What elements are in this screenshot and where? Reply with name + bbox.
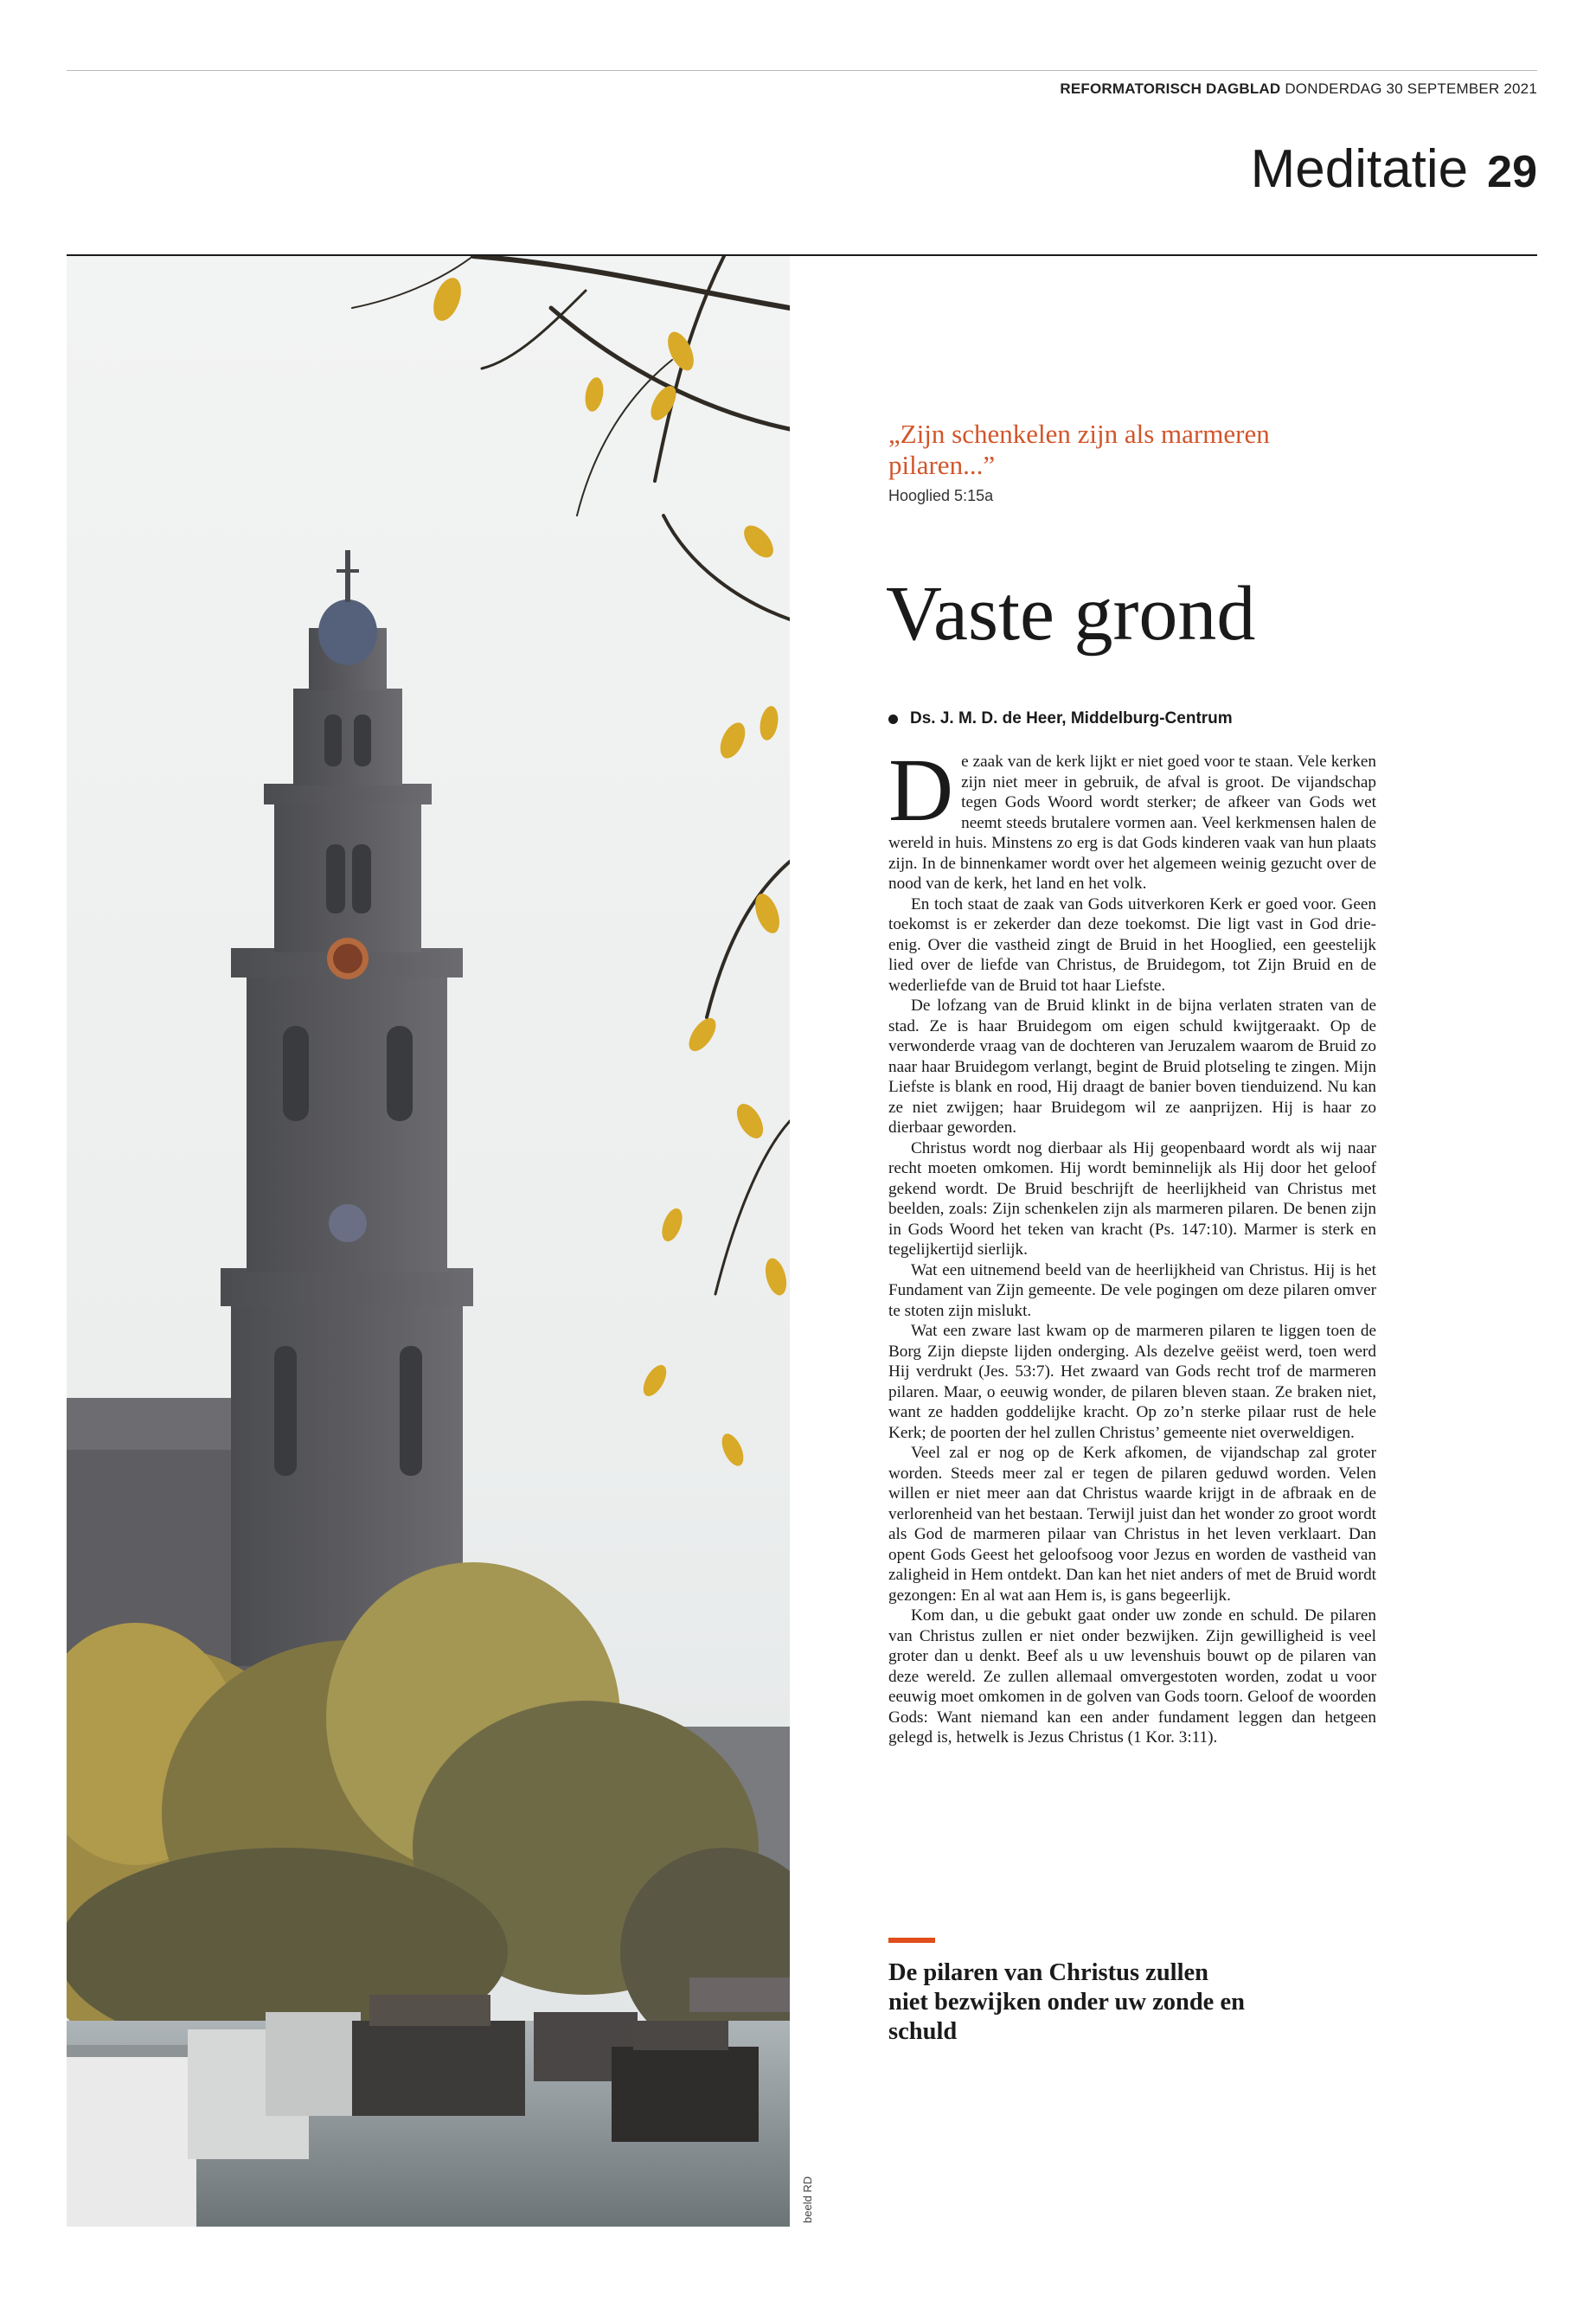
article-paragraph: Christus wordt nog dierbaar als Hij geopenbaard wordt als wij naar recht moeten omkomen. Hij wordt beminnelijk als Hij door het geloof gekend wordt. De Bruid beschrijft de heerlijkheid van Christus met beelden, zoals: Zijn schenkelen zijn als marmeren pilaren. De benen zijn in Gods Woord het teken van kracht (Ps. 147:10). Marmer is sterk en tegelijkertijd sierlijk. [888,1138,1376,1259]
scripture-quote: „Zijn schenkelen zijn als marmeren pilaren...” [888,419,1270,480]
pullquote-accent-bar [888,1938,935,1943]
masthead-paper: REFORMATORISCH DAGBLAD [1060,80,1281,97]
article-paragraph: Veel zal er nog op de Kerk afkomen, de vijandschap zal groter worden. Steeds meer zal er tegen de pilaren geduwd worden. Velen willen er niet meer aan dat Christus waarde krijgt in de afbraak en de verlorenheid van het bestaan. Terwijl juist dan het wonder zo groot wordt als God de marmeren pilaar van Christus in het leven verklaart. Dan opent Gods Geest het geloofsoog voor Jezus en worden de vastheid van zaligheid in Hem ontdekt. Dan kan het niet anders of met de Bruid wordt gezongen: En al wat aan Hem is, is gans begeerlijk. [888,1444,1376,1605]
photo-credit-text: beeld RD [801,2176,814,2223]
byline-bullet-icon [888,715,898,724]
masthead [1060,80,1537,98]
article-paragraph: Kom dan, u die gebukt gaat onder uw zonde en schuld. De pilaren van Christus zullen er niet onder bezwijken. Zijn gewilligheid is veel groter dan u denkt. Beef als u uw levenshuis bouwt op de pilaren van deze wereld. Ze zullen allemaal omvergestoten worden, zodat u voor eeuwig moet omkomen in de golven van Gods toorn. Geloof de woorden Gods: Want niemand kan een ander fundament leggen dan hetgeen gelegd is, hetwelk is Jezus Christus (1 Kor. 3:11). [888,1606,1376,1747]
page-number: 29 [1487,147,1537,197]
article-paragraph-1-text: e zaak van de kerk lijkt er niet goed voor te staan. Vele kerken zijn niet meer in gebruik, de afval is groot. De vijandschap tegen Gods Woord wordt sterker; de afkeer van Gods wet neemt steeds brutalere vormen aan. Veel kerkmensen halen de wereld in huis. Minstens zo erg is dat Gods kinderen vaak van hun plaats zijn. In de binnenkamer wordt over het algemeen weinig gezucht over de nood van de kerk, het land en het volk. [888,753,1376,893]
pullquote: De pilaren van Christus zullen niet bezwijken onder uw zonde en schuld [888,1959,1245,2045]
church-tower-photo [67,256,790,2227]
article-headline: Vaste grond [886,571,1256,657]
photo-illustration [67,256,790,2227]
drop-cap: D [888,740,954,840]
masthead-date: DONDERDAG 30 SEPTEMBER 2021 [1285,80,1537,97]
article-paragraph-1 [888,740,1376,894]
section-header [1251,138,1537,208]
article-paragraph: Wat een uitnemend beeld van de heerlijkheid van Christus. Hij is het Fundament van Zijn gemeente. De vele pogingen om deze pilaren omver te stoten zijn mislukt. [888,1260,1376,1320]
article-paragraph: De lofzang van de Bruid klinkt in de bijna verlaten straten van de stad. Ze is haar Bruidegom om eigen schuld kwijtgeraakt. Op de verwonderde vraag van de dochteren van Jeruzalem waarom de Bruid zo naar haar Bruidegom verlangt, begint de Bruid plotseling te zingen. Mijn Liefste is blank en rood, Hij draagt de banier boven tienduizend. Nu kan ze niet zwijgen; haar Bruidegom wil ze aanprijzen. Hij is haar zo dierbaar geworden. [888,997,1376,1137]
byline-author: Ds. J. M. D. de Heer, Middelburg-Centrum [910,709,1233,727]
byline [888,709,1233,728]
photo-credit [798,2163,815,2223]
article-paragraph: Wat een zware last kwam op de marmeren pilaren te liggen toen de Borg Zijn diepste lijden onderging. Als dezelve geëist werd, toen werd Hij verdrukt (Jes. 53:7). Het zwaard van Gods recht trof de marmeren pilaren. Maar, o eeuwig wonder, de pilaren bleven staan. Ze braken niet, want ze hadden goddelijke kracht. Op zo’n sterke pilaar rust de hele Kerk; de poorten der hel zullen Christus’ gemeente niet overweldigen. [888,1322,1376,1442]
article-body [888,740,1376,1748]
top-rule [67,70,1537,71]
scripture-reference: Hooglied 5:15a [888,487,994,504]
section-title: Meditatie [1250,139,1469,199]
article-paragraph: En toch staat de zaak van Gods uitverkoren Kerk er goed voor. Geen toekomst is er zekerder dan deze toekomst. Die ligt vast in God drie-enig. Over die vastheid zingt de Bruid in het Hooglied, een geestelijk lied over de liefde van Christus, de Bruidegom, tot Zijn Bruid en de wederliefde van de Bruid tot haar Liefste. [888,894,1376,995]
